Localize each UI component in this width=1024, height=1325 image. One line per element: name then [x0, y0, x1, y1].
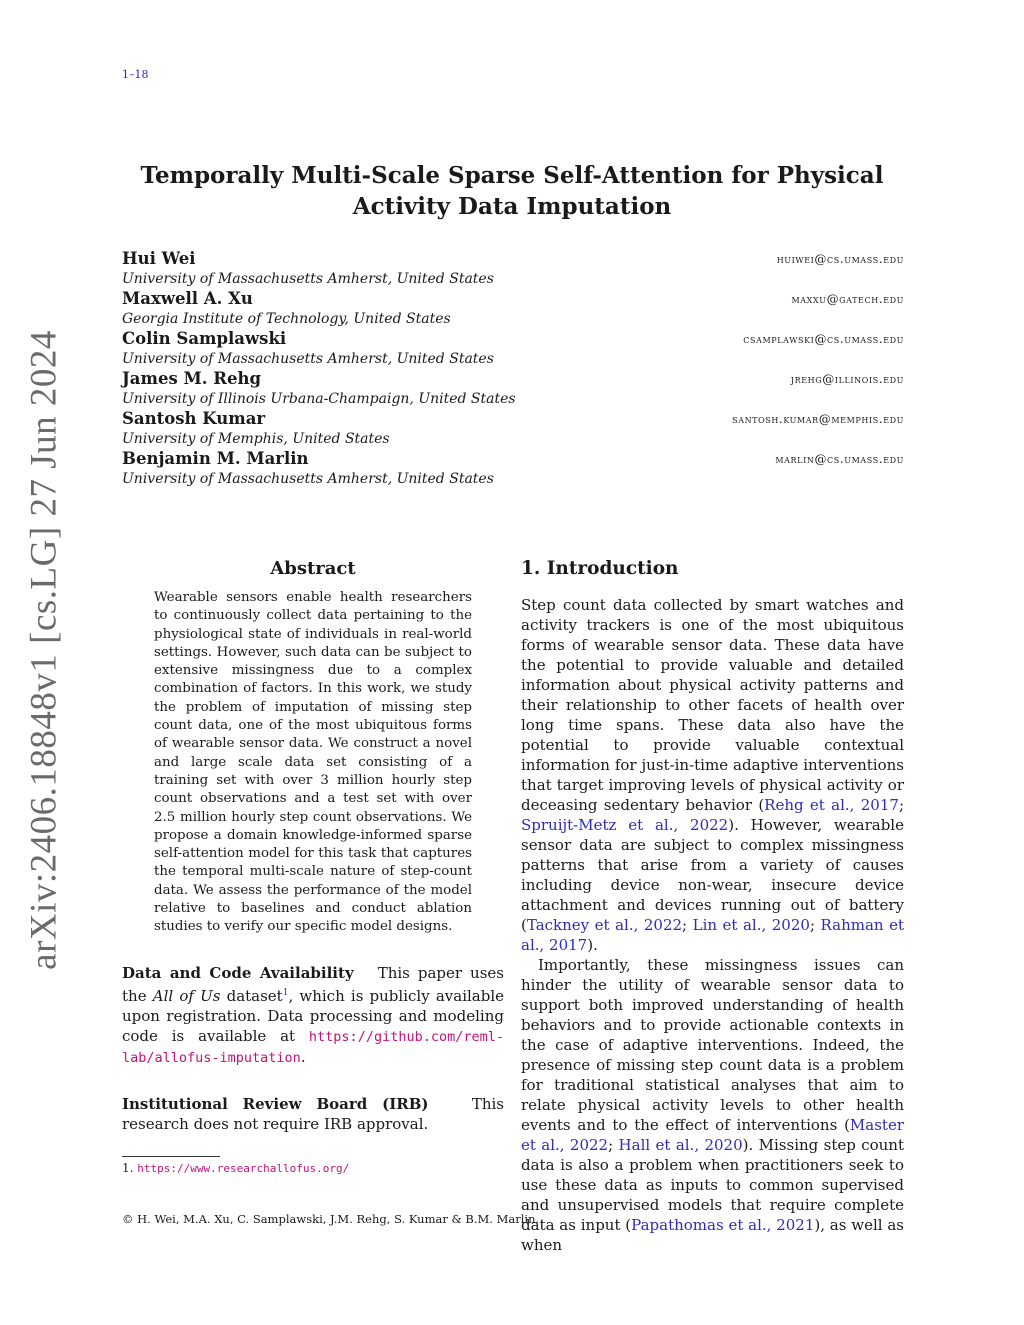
citation-link[interactable]: Lin et al., 2020: [692, 916, 810, 934]
author-affiliation: Georgia Institute of Technology, United States: [122, 311, 451, 327]
github-link[interactable]: https://github.com/reml-lab/allofus-imputation: [122, 1028, 504, 1066]
citation-link[interactable]: Spruijt-Metz et al., 2022: [521, 816, 729, 834]
author-name: Colin Samplawski: [122, 329, 287, 348]
data-code-text-c: , which is publicly available upon registration. Data processing and modeling code is available at: [122, 986, 505, 1045]
author-name: Santosh Kumar: [122, 409, 266, 428]
citation-link[interactable]: Rahman et al., 2017: [521, 916, 905, 954]
left-column: [122, 558, 504, 1175]
author-name: Benjamin M. Marlin: [122, 449, 309, 468]
footnote-rule: [122, 1156, 220, 1157]
author-affiliation: University of Massachusetts Amherst, United States: [122, 471, 494, 487]
author-block: [122, 289, 904, 329]
footnote-area: [122, 1156, 504, 1175]
intro-paragraph-2: [521, 955, 904, 1255]
abstract-text: Wearable sensors enable health researchers to continuously collect data pertaining to the physiological state of individuals in real-world settings. However, such data can be subject to extensive missingness due to a complex combination of factors. In this work, we study the problem of imputation of missing step count data, one of the most ubiquitous forms of wearable sensor data. We construct a novel and large scale data set consisting of a training set with over 3 million hourly step count observations and a test set with over 2.5 million hourly step count observations. We propose a domain knowledge-informed sparse self-attention model for this task that captures the temporal multi-scale nature of step-count data. We assess the performance of the model relative to baselines and conduct ablation studies to verify our specific model designs.: [154, 590, 472, 935]
author-block: [122, 329, 904, 369]
author-block: [122, 409, 904, 449]
author-affiliation: University of Memphis, United States: [122, 431, 390, 447]
author-name: Maxwell A. Xu: [122, 289, 253, 308]
intro-p2-text-b: ). Missing step count data is also a problem when practitioners seek to use these data as inputs to common supervised and unsupervised models that require complete data as input (: [521, 1136, 904, 1234]
intro-heading: 1. Introduction: [521, 558, 679, 579]
intro-paragraph-1: [521, 595, 904, 955]
intro-p2-text-c: ), as well as when: [521, 1216, 904, 1254]
irb-text: This research does not require IRB approval.: [122, 1094, 504, 1133]
author-email[interactable]: jrehg@illinois.edu: [790, 372, 904, 386]
author-block: [122, 449, 904, 489]
arxiv-stamp: arXiv:2406.18848v1 [cs.LG] 27 Jun 2024: [23, 330, 65, 970]
author-email[interactable]: marlin@cs.umass.edu: [775, 452, 904, 466]
author-list: [122, 249, 904, 489]
footnote-link[interactable]: https://www.researchallofus.org/: [137, 1161, 350, 1175]
author-email[interactable]: santosh.kumar@memphis.edu: [732, 412, 904, 426]
title-line-2: Activity Data Imputation: [352, 193, 672, 220]
irb-heading: Institutional Review Board (IRB): [122, 1094, 429, 1113]
intro-p1-text-c: ).: [587, 936, 598, 954]
citation-separator: ;: [898, 796, 904, 814]
citation-link[interactable]: Master et al., 2022: [521, 1116, 904, 1154]
intro-p1-text-a: Step count data collected by smart watches and activity trackers is one of the most ubiquitous forms of wearable sensor data. These data have the potential to provide valuable and detailed information about physical activity patterns and their relationship to other facets of health over long time spans. These data also have the potential to provide valuable contextual information for just-in-time adaptive interventions that target improving levels of physical activity or deceasing sedentary behavior (: [521, 596, 904, 814]
data-code-text-a: This paper uses the: [122, 963, 504, 1005]
author-email[interactable]: maxxu@gatech.edu: [791, 292, 904, 306]
author-affiliation: University of Illinois Urbana-Champaign, United States: [122, 391, 516, 407]
data-code-text-b: dataset: [226, 986, 283, 1005]
author-email[interactable]: huiwei@cs.umass.edu: [776, 252, 904, 266]
author-email[interactable]: csamplawski@cs.umass.edu: [743, 332, 904, 346]
author-name: James M. Rehg: [122, 369, 261, 388]
copyright-line: © H. Wei, M.A. Xu, C. Samplawski, J.M. Rehg, S. Kumar & B.M. Marlin.: [122, 1212, 540, 1226]
citation-separator: ;: [682, 916, 693, 934]
citation-link[interactable]: Tackney et al., 2022: [526, 916, 683, 934]
author-block: [122, 369, 904, 409]
data-code-paragraph: [122, 963, 504, 1068]
all-of-us: All of Us: [152, 986, 221, 1005]
right-column: [521, 558, 904, 1255]
author-affiliation: University of Massachusetts Amherst, United States: [122, 271, 494, 287]
footnote: [122, 1161, 504, 1175]
data-code-period: .: [300, 1047, 306, 1066]
paper-title: [122, 160, 902, 222]
citation-link[interactable]: Rehg et al., 2017: [764, 796, 899, 814]
citation-separator: ;: [608, 1136, 619, 1154]
page-number: 1–18: [122, 68, 149, 81]
citation-separator: ;: [809, 916, 821, 934]
irb-paragraph: [122, 1094, 504, 1134]
citation-link[interactable]: Papathomas et al., 2021: [631, 1216, 815, 1234]
intro-p1-text-b: ). However, wearable sensor data are subject to complex missingness patterns that arise from a variety of causes including device non-wear, insecure device attachment and devices running out of battery (: [521, 816, 904, 934]
author-affiliation: University of Massachusetts Amherst, United States: [122, 351, 494, 367]
footnote-ref[interactable]: 1: [282, 987, 289, 998]
citation-link[interactable]: Hall et al., 2020: [618, 1136, 743, 1154]
author-name: Hui Wei: [122, 249, 196, 268]
data-code-heading: Data and Code Availability: [122, 963, 354, 982]
footnote-mark: 1.: [122, 1160, 134, 1175]
abstract-heading: Abstract: [270, 558, 356, 579]
title-line-1: Temporally Multi-Scale Sparse Self-Attention for Physical: [140, 162, 884, 189]
author-block: [122, 249, 904, 289]
intro-p2-text-a: Importantly, these missingness issues can hinder the utility of wearable sensor data to support both improved understanding of health behaviors and to provide actionable contexts in the case of adaptive interventions. Indeed, the presence of missing step count data is a problem for traditional statistical analyses that aim to relate physical activity levels to other health events and to the effect of interventions (: [521, 956, 904, 1134]
